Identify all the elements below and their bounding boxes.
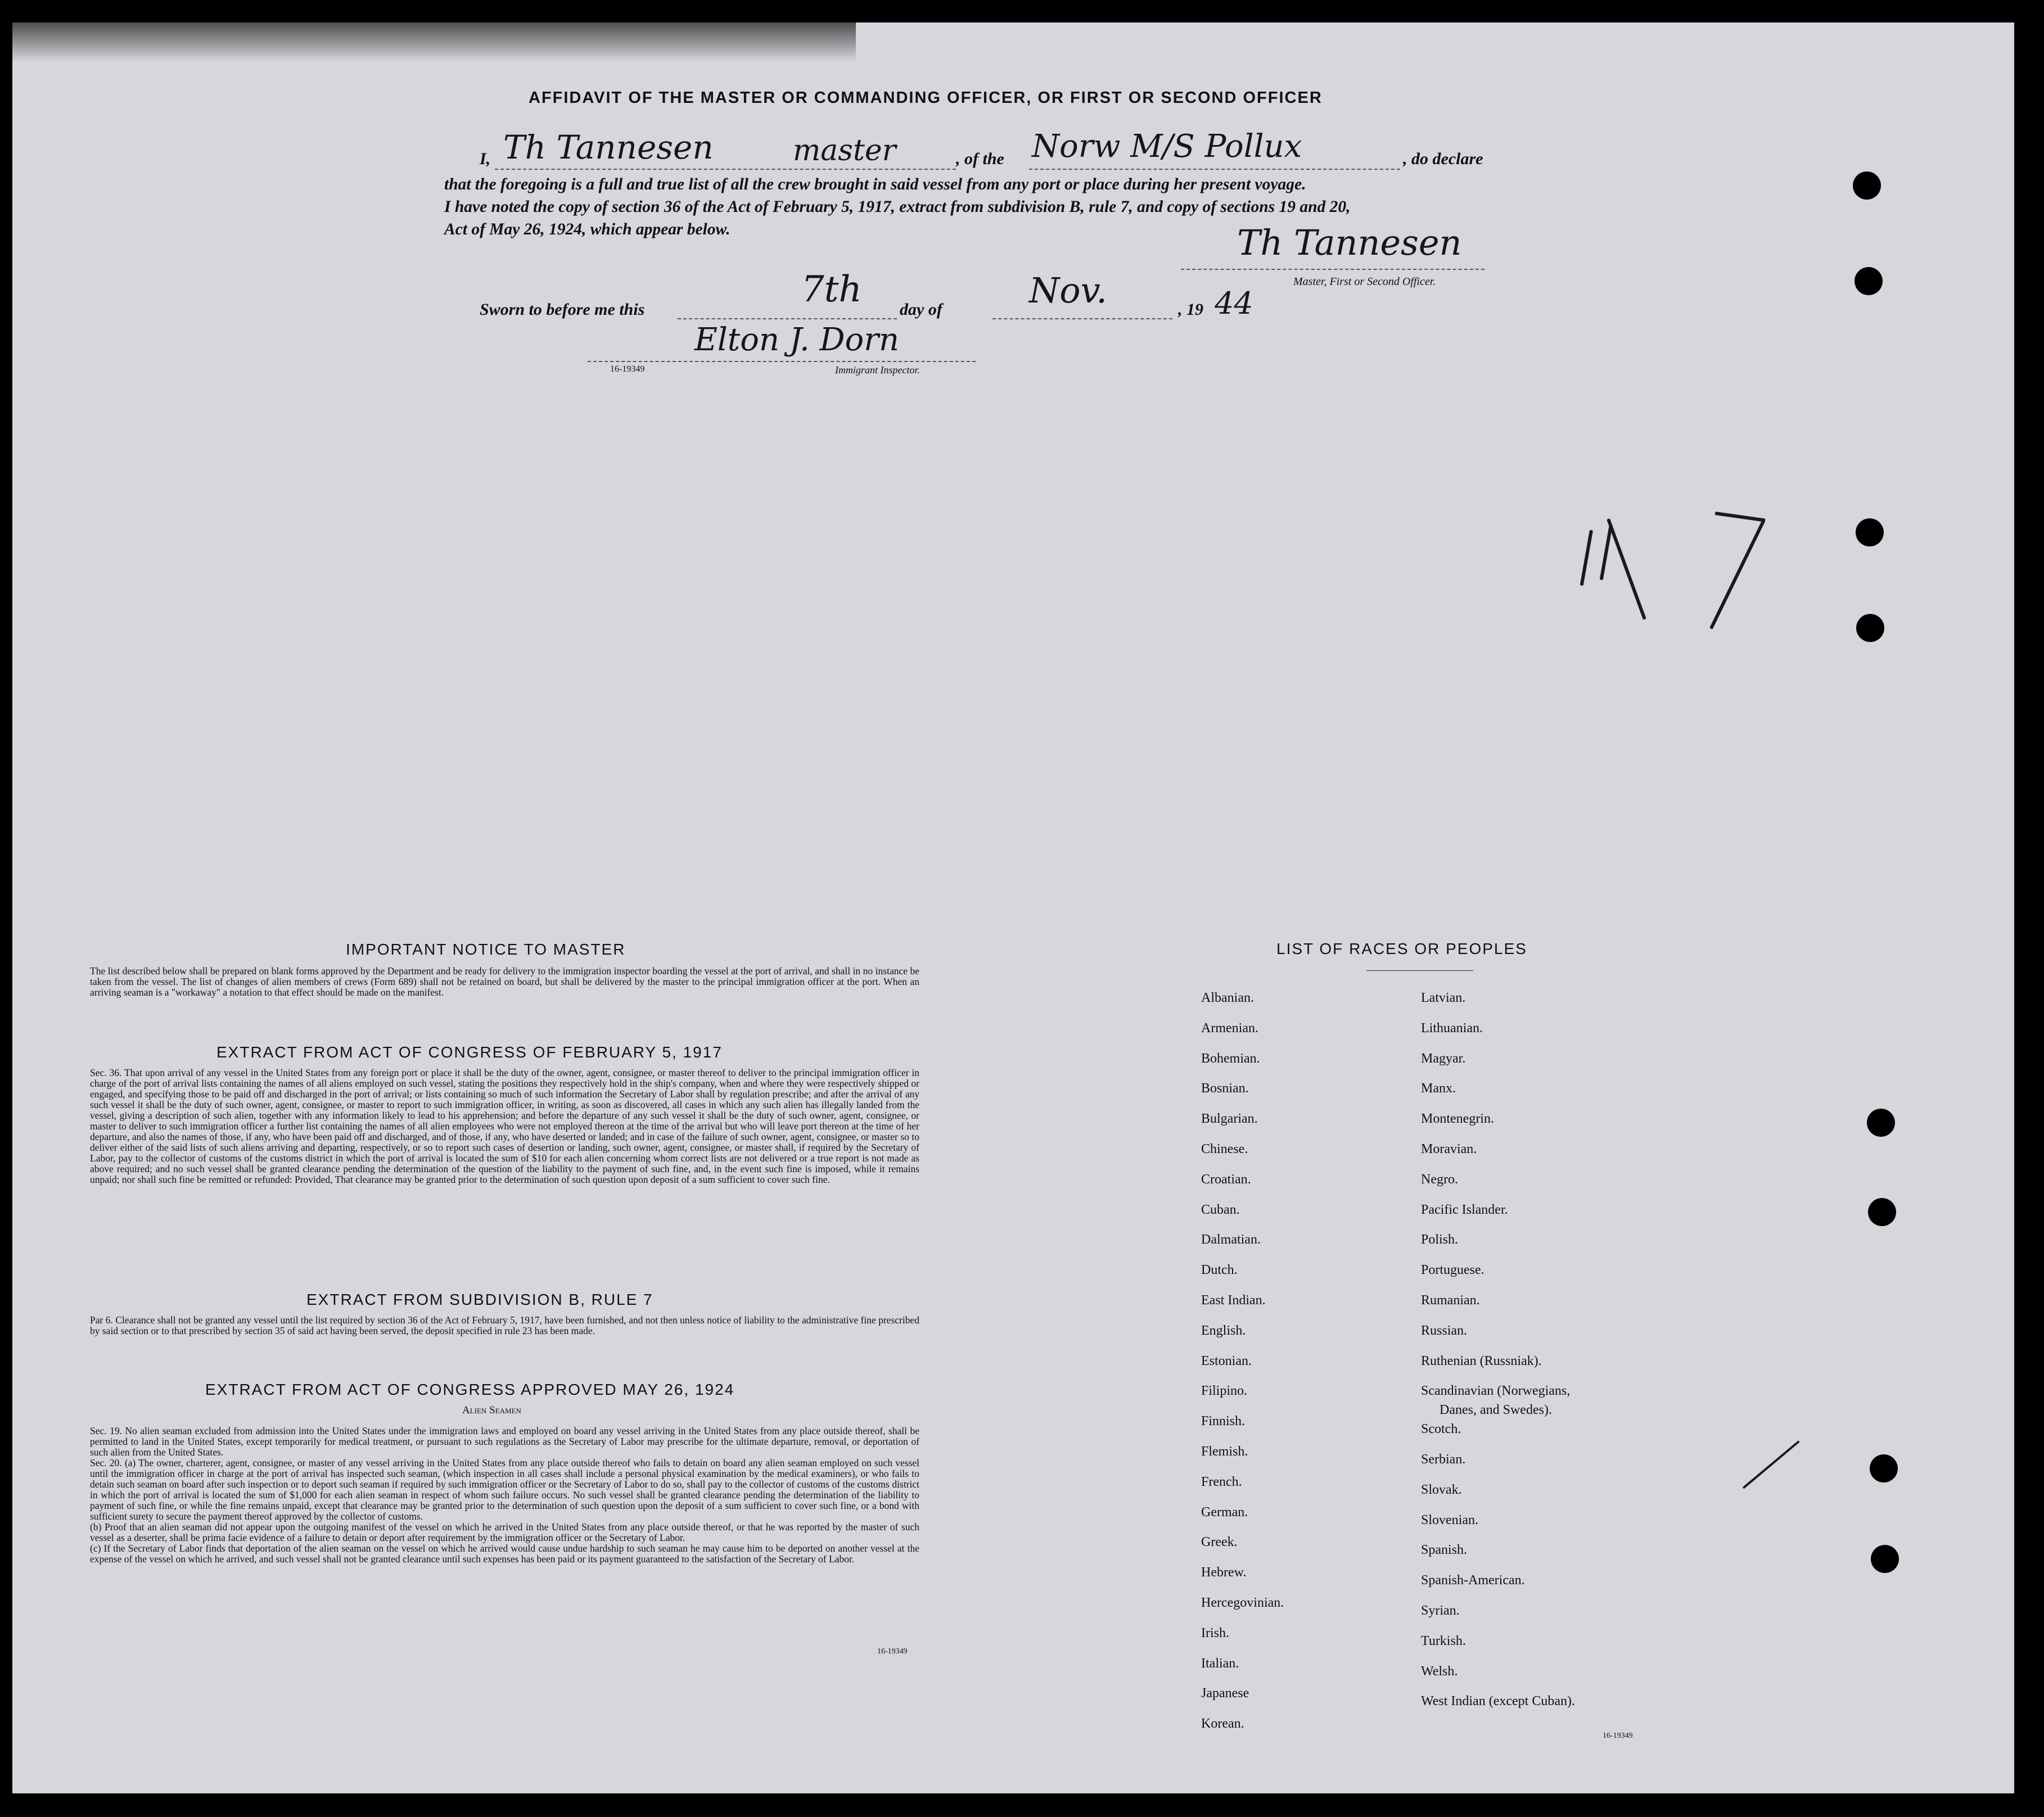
race-item: Bosnian. bbox=[1201, 1081, 1249, 1096]
race-item: Ruthenian (Russniak). bbox=[1421, 1353, 1542, 1368]
race-item: Moravian. bbox=[1421, 1142, 1477, 1156]
extract-1924-title: EXTRACT FROM ACT OF CONGRESS APPROVED MAY 26, 1924 bbox=[205, 1381, 735, 1398]
race-item: Pacific Islander. bbox=[1421, 1202, 1508, 1217]
extract-1924-subtitle: Alien Seamen bbox=[462, 1404, 521, 1416]
affidavit-title: AFFIDAVIT OF THE MASTER OR COMMANDING OFFICER, OR FIRST OR SECOND OFFICER bbox=[529, 89, 1323, 107]
race-item: Albanian. bbox=[1201, 991, 1254, 1005]
race-item: Estonian. bbox=[1201, 1353, 1252, 1368]
race-item: Magyar. bbox=[1421, 1051, 1466, 1066]
sworn-day-line bbox=[678, 318, 897, 319]
affidavit-line-2: that the foregoing is a full and true list of all the crew brought in said vessel from any port or place during her present voyage. bbox=[444, 175, 1306, 193]
race-item: Korean. bbox=[1201, 1716, 1244, 1732]
inspector-caption: Immigrant Inspector. bbox=[835, 364, 920, 376]
punch-hole bbox=[1867, 1109, 1895, 1137]
role-handwritten: master bbox=[793, 134, 896, 168]
race-item: Slovenian. bbox=[1421, 1512, 1478, 1527]
race-item: Dalmatian. bbox=[1201, 1232, 1261, 1248]
race-item: Danes, and Swedes). bbox=[1440, 1403, 1552, 1418]
extract-1917-text: Sec. 36. That upon arrival of any vessel in the United States from any foreign port or place it shall be the duty of the owner, agent, consignee, or master thereof to deliver to the principal immigration officer in charge of the port of arrival lists containing the names of all aliens employed on such vessel, stating the positions they respectively hold in the ship's company, when and where they were respectively shipped or engaged, and specifying those to be paid off and discharged in the port of arrival; or lists containing so much of such information the Secretary of Labor shall by regulation prescribe; and after the arrival of any such vessel it shall be the duty of such owner, agent, consignee, or master to report to such immigration officer, in writing, as soon as discovered, all cases in which any such alien has illegally landed from the vessel, giving a description of such alien, together with any information likely to lead to his apprehension; and before the departure of any such vessel it shall be the duty of such owner, agent, consignee, or master to deliver to such immigration officer a further list containing the names of all alien employees who were not employed thereon at the time of the arrival but who will leave port thereon at the time of her departure, and also the names of those, if any, who have been paid off and discharged, and of those, if any, who have deserted or landed; and in case of the failure of such owner, agent, consignee, or master so to deliver either of the said lists of such aliens arriving and departing, respectively, or so to report such cases of desertion or landing, such owner, agent, consignee, or master shall, if required by the Secretary of Labor, pay to the collector of customs of the customs district in which the port of arrival is located the sum of $10 for each alien concerning whom correct lists are not delivered or a true report is not made as above required; and no such vessel shall be granted clearance pending the determination of the question of the liability to the payment of such fine, and, in the event such fine is imposed, while it remains unpaid; nor shall such fine be remitted or refunded: Provided, That clearance may be granted prior to the determination of such question upon deposit of a sum sufficient to cover such fine. bbox=[90, 1067, 919, 1185]
signature-caption: Master, First or Second Officer. bbox=[1293, 275, 1436, 288]
day-of-label: day of bbox=[900, 300, 942, 319]
vessel-line bbox=[1029, 169, 1400, 170]
year-handwritten: 44 bbox=[1215, 286, 1253, 321]
do-declare-label: , do declare bbox=[1403, 150, 1483, 168]
of-the-label: , of the bbox=[956, 150, 1004, 168]
races-form-number: 16-19349 bbox=[1603, 1732, 1633, 1740]
race-item: Chinese. bbox=[1201, 1142, 1248, 1156]
race-item: Welsh. bbox=[1421, 1664, 1458, 1679]
page-edge-shadow bbox=[12, 22, 856, 62]
race-item: Negro. bbox=[1421, 1172, 1458, 1187]
race-item: Hebrew. bbox=[1201, 1565, 1247, 1580]
inspector-line bbox=[588, 361, 976, 362]
races-title-rule bbox=[1366, 970, 1473, 971]
race-item: Montenegrin. bbox=[1421, 1111, 1494, 1127]
race-item: Irish. bbox=[1201, 1625, 1229, 1640]
affidavit-line-3: I have noted the copy of section 36 of the Act of February 5, 1917, extract from subdivision B, rule 7, and copy of sections 19 and 20, bbox=[444, 198, 1351, 216]
notice-title: IMPORTANT NOTICE TO MASTER bbox=[346, 941, 626, 958]
rule7-title: EXTRACT FROM SUBDIVISION B, RULE 7 bbox=[306, 1291, 653, 1308]
race-item: Lithuanian. bbox=[1421, 1020, 1483, 1036]
race-item: Greek. bbox=[1201, 1535, 1238, 1550]
year-prefix: , 19 bbox=[1178, 300, 1203, 319]
race-item: Polish. bbox=[1421, 1232, 1459, 1248]
race-item: Cuban. bbox=[1201, 1202, 1240, 1217]
race-item: Syrian. bbox=[1421, 1603, 1460, 1618]
punch-hole bbox=[1856, 614, 1884, 642]
race-item: Scotch. bbox=[1421, 1422, 1461, 1437]
sworn-day-handwritten: 7th bbox=[801, 269, 862, 310]
sec19-text: Sec. 19. No alien seaman excluded from admission into the United States under the immigration laws and employed on board any vessel arriving in the United States from any place outside thereof, shall be permitted to land in the United States, except temporarily for medical treatment, or pursuant to such regulations as the Secretary of Labor may prescribe for the ultimate departure, removal, or deportation of such alien from the United States. bbox=[90, 1425, 919, 1458]
punch-hole bbox=[1853, 171, 1881, 200]
race-item: French. bbox=[1201, 1474, 1242, 1489]
race-item: English. bbox=[1201, 1323, 1246, 1338]
race-item: Spanish. bbox=[1421, 1543, 1468, 1558]
punch-hole bbox=[1855, 267, 1883, 295]
race-item: East Indian. bbox=[1201, 1293, 1266, 1308]
master-signature: Th Tannesen bbox=[1237, 222, 1462, 263]
sec20c-text: (c) If the Secretary of Labor finds that deportation of the alien seaman on the vessel on which he arrived would cause undue hardship to such seaman he may cause him to be deported on another vessel at the expense of the vessel on which he arrived, and such vessel shall not be granted clearance until such expenses has been paid or its payment guaranteed to the satisfaction of the Secretary of Labor. bbox=[90, 1543, 919, 1565]
inspector-signature: Elton J. Dorn bbox=[694, 322, 900, 358]
affidavit-form-number: 16-19349 bbox=[610, 364, 645, 374]
race-item: Italian. bbox=[1201, 1656, 1239, 1671]
punch-hole bbox=[1856, 518, 1884, 546]
vessel-name-handwritten: Norw M/S Pollux bbox=[1032, 128, 1302, 165]
race-item: German. bbox=[1201, 1504, 1248, 1520]
margin-note bbox=[1580, 506, 1794, 635]
affidavit-prefix: I, bbox=[480, 150, 491, 168]
race-item: Filipino. bbox=[1201, 1384, 1248, 1399]
sec20a-text: Sec. 20. (a) The owner, charterer, agent, consignee, or master of any vessel arriving in the United States from any place outside thereof who fails to detain on board any alien seaman employed on such vessel until the immigration officer in charge at the port of arrival has inspected such seaman, (which inspection in all cases shall include a personal physical examination by the medical examiners), or who fails to detain such seaman on board after such inspection or to deport such seaman if required by such immigration officer or the Secretary of Labor to do so, shall pay to the collector of customs of the customs district in which the port of arrival is located the sum of $1,000 for each alien seaman in respect of whom such failure occurs. No such vessel shall be granted clearance pending the determination of the liability to payment of such fine, or while the fine remains unpaid, except that clearance may be granted prior to the determination of such question upon the deposit of a sum sufficient to cover such fine, or a bond with sufficient surety to secure the payment thereof approved by the collector of customs. bbox=[90, 1457, 919, 1522]
notice-text: The list described below shall be prepared on blank forms approved by the Department and be ready for delivery to the immigration inspector boarding the vessel at the port of arrival, and shall in no instance be taken from the vessel. The list of changes of alien members of crews (Form 689) shall not be retained on board, but shall be delivered by the master to the principal immigration officer at the port. When an arriving seaman is a "workaway" a notation to that effect should be made on the manifest. bbox=[90, 965, 919, 998]
sworn-label: Sworn to before me this bbox=[480, 300, 645, 319]
race-item: Turkish. bbox=[1421, 1633, 1466, 1648]
race-item: Armenian. bbox=[1201, 1020, 1258, 1036]
extract-1924-form-number: 16-19349 bbox=[877, 1647, 908, 1656]
rule7-text: Par 6. Clearance shall not be granted any vessel until the list required by section 36 of the Act of February 5, 1917, have been furnished, and not then unless notice of liability to the administrative fine prescribed by said section or to that prescribed by section 35 of said act having been served, the deposit specified in rule 23 has been made. bbox=[90, 1314, 919, 1336]
race-item: Slovak. bbox=[1421, 1482, 1462, 1497]
punch-hole bbox=[1871, 1545, 1899, 1573]
race-item: Serbian. bbox=[1421, 1452, 1466, 1467]
race-item: West Indian (except Cuban). bbox=[1421, 1694, 1575, 1709]
race-item: Japanese bbox=[1201, 1686, 1249, 1701]
extract-1924-body bbox=[90, 1426, 919, 1565]
race-item: Russian. bbox=[1421, 1323, 1468, 1338]
master-name-handwritten: Th Tannesen bbox=[503, 128, 714, 166]
races-title: LIST OF RACES OR PEOPLES bbox=[1276, 940, 1527, 957]
race-item: Bulgarian. bbox=[1201, 1111, 1258, 1127]
extract-1917-title: EXTRACT FROM ACT OF CONGRESS OF FEBRUARY 5, 1917 bbox=[216, 1043, 723, 1061]
race-item: Spanish-American. bbox=[1421, 1573, 1525, 1588]
race-item: Scandinavian (Norwegians, bbox=[1421, 1384, 1571, 1399]
sworn-month-line bbox=[992, 318, 1172, 319]
name-line bbox=[495, 169, 956, 170]
sec20b-text: (b) Proof that an alien seaman did not appear upon the outgoing manifest of the vessel on which he arrived in the United States from any place outside thereof, or that he was reported by the master of such vessel as a deserter, shall be prima facie evidence of a failure to detain or deport after requirement by the immigration officer or the Secretary of Labor. bbox=[90, 1521, 919, 1543]
race-item: Bohemian. bbox=[1201, 1051, 1260, 1066]
race-item: Flemish. bbox=[1201, 1444, 1248, 1459]
punch-hole bbox=[1870, 1454, 1898, 1482]
punch-hole bbox=[1868, 1198, 1896, 1226]
affidavit-line-4: Act of May 26, 1924, which appear below. bbox=[444, 220, 730, 238]
race-item: Croatian. bbox=[1201, 1172, 1251, 1187]
signature-line bbox=[1181, 269, 1485, 270]
race-item: Manx. bbox=[1421, 1081, 1456, 1096]
sworn-month-handwritten: Nov. bbox=[1029, 270, 1107, 311]
race-item: Dutch. bbox=[1201, 1263, 1238, 1278]
race-item: Finnish. bbox=[1201, 1414, 1246, 1429]
race-item: Hercegovinian. bbox=[1201, 1595, 1284, 1610]
race-item: Latvian. bbox=[1421, 991, 1466, 1005]
race-item: Portuguese. bbox=[1421, 1263, 1485, 1278]
race-item: Rumanian. bbox=[1421, 1293, 1480, 1308]
